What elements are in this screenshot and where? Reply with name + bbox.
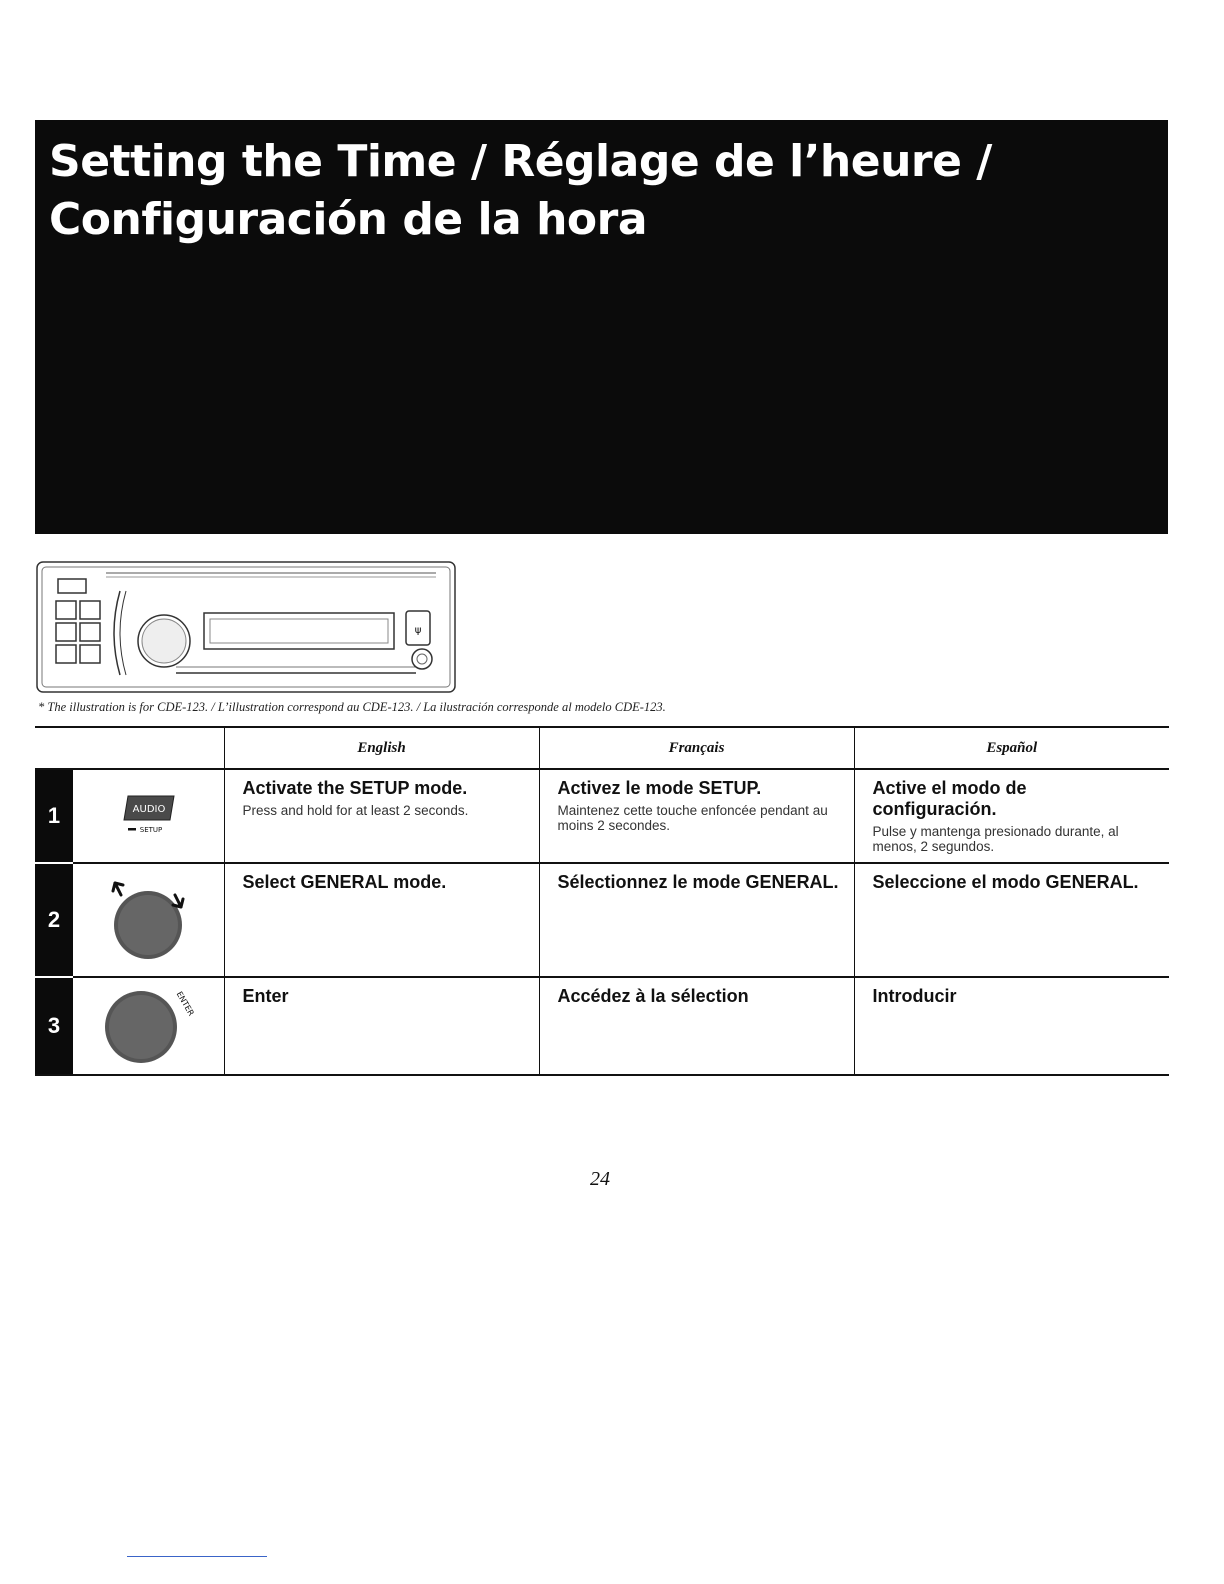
column-header-french: Français [539,727,854,769]
step-1-spanish [854,769,1169,863]
step-number: 3 [35,977,73,1075]
step-2-french [539,863,854,977]
table-header-row [35,727,1169,769]
step-1-french-detail: Maintenez cette touche enfoncée pendant au moins 2 secondes. [557,803,828,833]
step-1-french [539,769,854,863]
enter-label: ENTER [174,989,196,1017]
step-2-spanish-heading: Seleccione el modo GENERAL. [872,872,1139,892]
step-1-spanish-detail: Pulse y mantenga presionado durante, al menos, 2 segundos. [872,824,1119,854]
column-header-spanish: Español [854,727,1169,769]
illustration-caption: * The illustration is for CDE-123. / L’illustration correspond au CDE-123. / La ilustración corresponde al modelo CDE-123. [38,700,666,714]
header-empty [35,727,224,769]
step-1-french-heading: Activez le mode SETUP. [557,778,762,798]
step-3-spanish [854,977,1169,1075]
step-number: 2 [35,863,73,977]
step-2-english-heading: Select GENERAL mode. [242,872,447,892]
step-3-spanish-heading: Introducir [872,986,957,1006]
step-3-english [224,977,539,1075]
table-row [35,769,1169,863]
step-icon-cell [73,863,224,977]
table-row [35,863,1169,977]
step-1-english [224,769,539,863]
step-3-french-heading: Accédez à la sélection [557,986,749,1006]
step-2-french-heading: Sélectionnez le mode GENERAL. [557,872,839,892]
step-3-english-heading: Enter [242,986,289,1006]
steps-table [35,726,1169,1076]
page-number: 24 [590,1168,610,1190]
step-1-english-detail: Press and hold for at least 2 seconds. [242,803,469,818]
audio-setup-button-icon [118,792,178,836]
step-1-english-heading: Activate the SETUP mode. [242,778,468,798]
step-icon-cell [73,977,224,1075]
svg-text:ψ: ψ [414,625,422,636]
page-title-line-2: Configuración de la hora [49,194,648,245]
page-title-line-1: Setting the Time / Réglage de l’heure / [49,136,992,187]
head-unit-illustration [36,561,456,693]
step-1-spanish-heading: Active el modo de configuración. [872,778,1027,819]
table-row [35,977,1169,1075]
column-header-english: English [224,727,539,769]
step-2-english [224,863,539,977]
step-2-spanish [854,863,1169,977]
step-3-french [539,977,854,1075]
title-block [35,120,1168,534]
footer-rule [127,1556,267,1557]
rotary-knob-enter-icon [93,979,203,1069]
step-number: 1 [35,769,73,863]
rotary-knob-turn-icon [93,873,203,963]
step-icon-cell [73,769,224,863]
setup-label: SETUP [140,825,163,834]
audio-label: AUDIO [132,803,166,815]
